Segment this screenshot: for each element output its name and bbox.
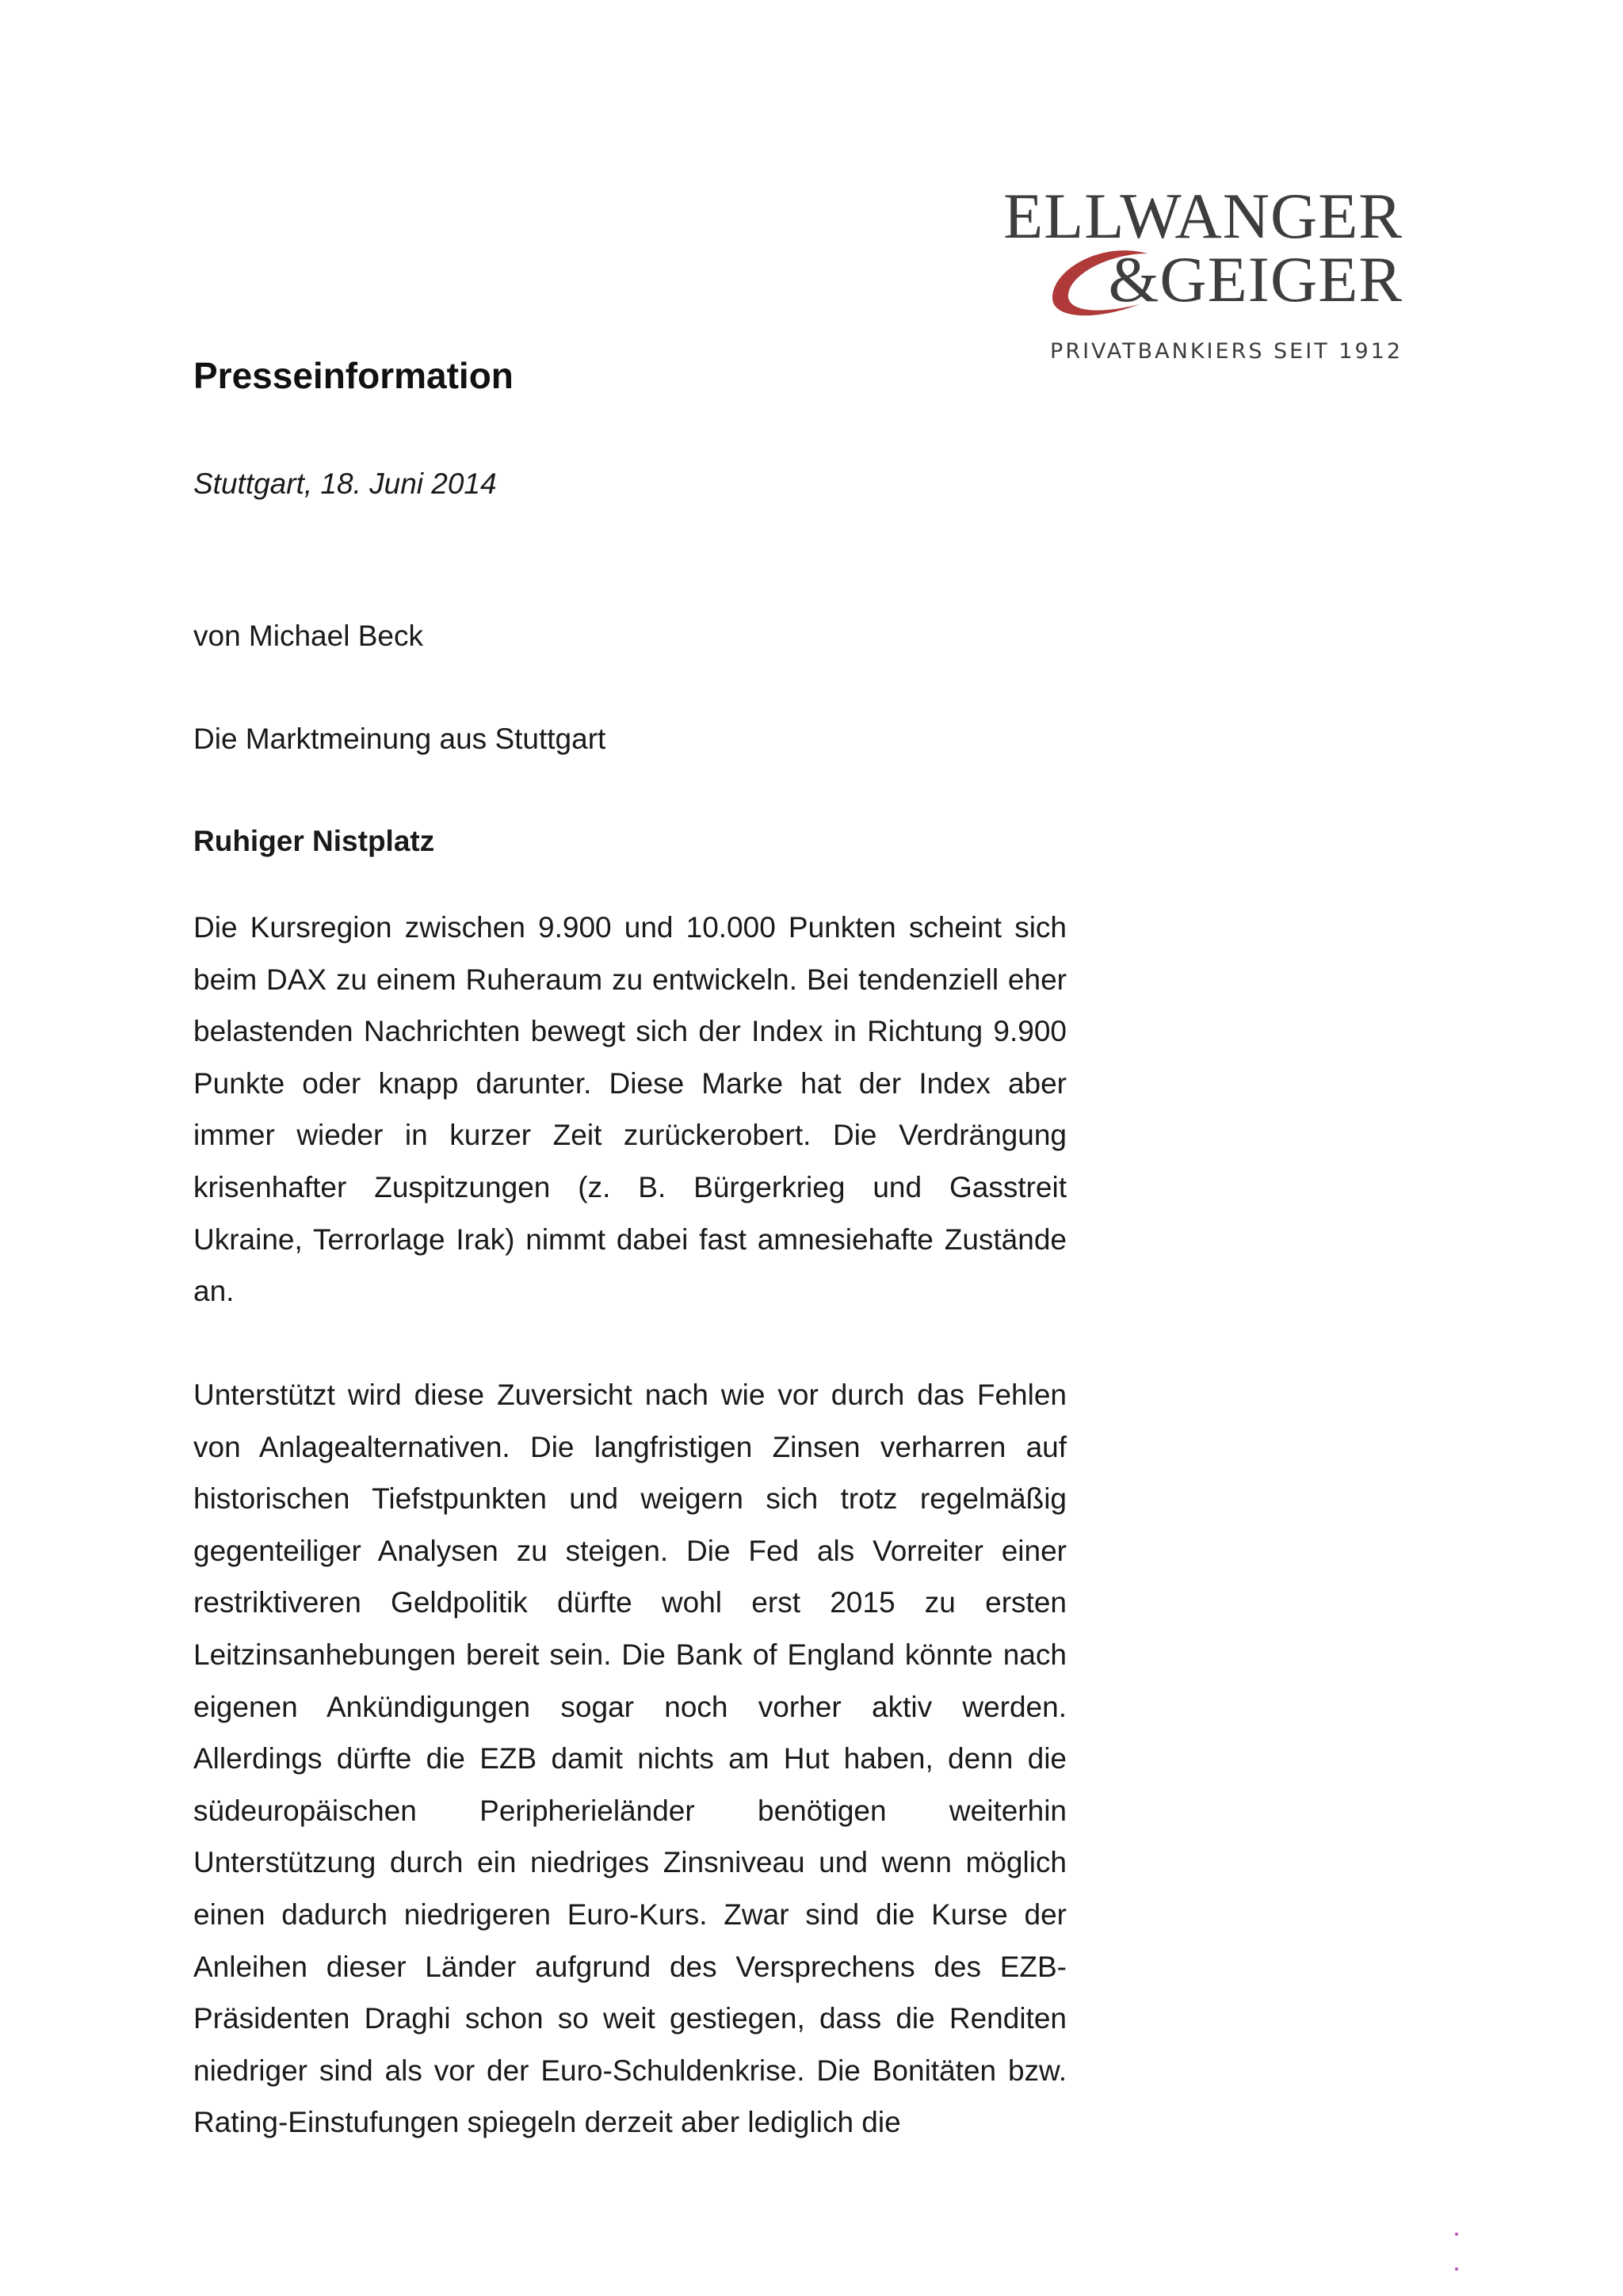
margin-dot — [1455, 2267, 1458, 2271]
paragraph: Unterstützt wird diese Zuversicht nach wie vor durch das Fehlen von Anlagealternativen. Die langfristigen Zinsen verharren auf historischen Tiefstpunkten und weigern sich trotz regelmäßig gegenteiliger Analysen zu steigen. Die Fed als Vorreiter einer restriktiveren Geldpolitik dürfte wohl erst 2015 zu ersten Leitzinsanhebungen bereit sein. Die Bank of England könnte nach eigenen Ankündigungen sogar noch vorher aktiv werden. Allerdings dürfte die EZB damit nichts am Hut haben, denn die südeuropäischen Peripherieländer benötigen weiterhin Unterstützung durch ein niedriges Zinsniveau und wenn möglich einen dadurch niedrigeren Euro-Kurs. Zwar sind die Kurse der Anleihen dieser Länder aufgrund des Versprechens des EZB-Präsidenten Draghi schon so weit gestiegen, dass die Renditen niedriger sind als vor der Euro-Schuldenkrise. Die Bonitäten bzw. Rating-Einstufungen spiegeln derzeit aber lediglich die — [193, 1379, 1067, 2139]
series-title: Die Marktmeinung aus Stuttgart — [193, 723, 606, 755]
dateline: Stuttgart, 18. Juni 2014 — [193, 467, 497, 500]
page-title: Presseinformation — [193, 355, 514, 396]
margin-marks — [1455, 2233, 1461, 2288]
article-title: Ruhiger Nistplatz — [193, 825, 435, 857]
author-line: von Michael Beck — [193, 620, 423, 652]
logo-name-line2: &GEIGER — [1108, 243, 1403, 315]
company-logo — [1003, 174, 1403, 372]
logo-name-line1: ELLWANGER — [1003, 180, 1403, 252]
margin-dot — [1455, 2233, 1458, 2236]
paragraph: Die Kursregion zwischen 9.900 und 10.000 Punkten scheint sich beim DAX zu einem Ruheraum zu entwickeln. Bei tendenziell eher belastenden Nachrichten bewegt sich der Index in Richtung 9.900 Punkte oder knapp darunter. Diese Marke hat der Index aber immer wieder in kurzer Zeit zurückerobert. Die Verdrängung krisenhafter Zuspitzungen (z. B. Bürgerkrieg und Gasstreit Ukraine, Terrorlage Irak) nimmt dabei fast amnesiehafte Zustände an. — [193, 911, 1067, 1308]
logo-tagline: PRIVATBANKIERS SEIT 1912 — [1050, 339, 1403, 364]
